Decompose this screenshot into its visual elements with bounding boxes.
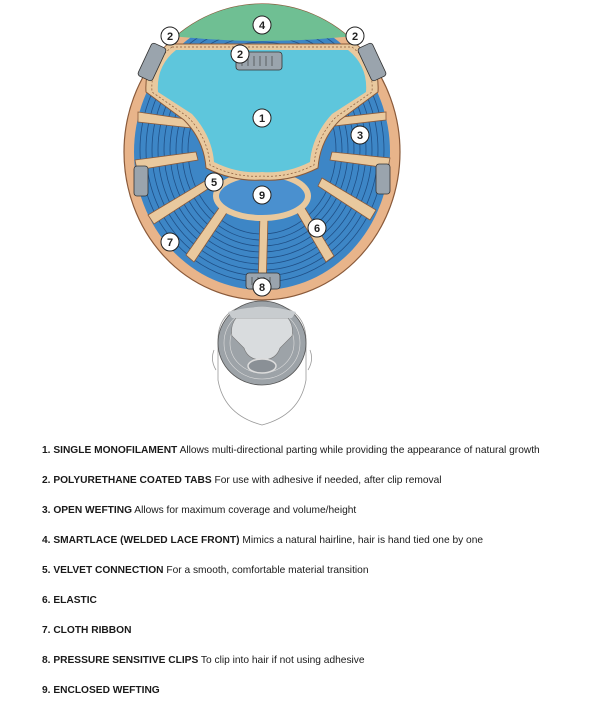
- marker-9: [253, 186, 271, 204]
- legend-desc: Allows for maximum coverage and volume/height: [134, 505, 357, 516]
- marker-8: [253, 278, 271, 296]
- legend-term: 1. SINGLE MONOFILAMENT: [42, 445, 178, 456]
- svg-text:3: 3: [356, 130, 364, 142]
- legend-term: 2. POLYURETHANE COATED TABS: [42, 475, 212, 486]
- legend-item: [42, 444, 587, 474]
- marker-2-right: [346, 27, 364, 45]
- svg-text:2: 2: [236, 49, 244, 61]
- legend-term: 9. ENCLOSED WEFTING: [42, 685, 160, 696]
- legend-term: 7. CLOTH RIBBON: [42, 625, 132, 636]
- legend-desc: To clip into hair if not using adhesive: [200, 655, 365, 666]
- legend-item: [42, 624, 587, 654]
- legend-desc: Mimics a natural hairline, hair is hand tied one by one: [242, 535, 484, 546]
- legend-desc: For use with adhesive if needed, after clip removal: [214, 475, 442, 486]
- marker-5: [205, 173, 223, 191]
- legend-term: 5. VELVET CONNECTION: [42, 565, 164, 576]
- svg-text:5: 5: [210, 177, 218, 189]
- svg-text:1: 1: [258, 113, 266, 125]
- legend-list: [42, 444, 587, 714]
- legend-term: 8. PRESSURE SENSITIVE CLIPS: [42, 655, 199, 666]
- svg-text:7: 7: [166, 237, 174, 249]
- svg-text:2: 2: [351, 31, 359, 43]
- legend-item: [42, 684, 587, 714]
- marker-2-left: [161, 27, 179, 45]
- legend-item: [42, 594, 587, 624]
- marker-6: [308, 219, 326, 237]
- marker-2-center: [231, 45, 249, 63]
- svg-text:4: 4: [258, 20, 266, 32]
- svg-text:6: 6: [313, 223, 321, 235]
- marker-1: [253, 109, 271, 127]
- marker-4: [253, 16, 271, 34]
- legend-item: [42, 474, 587, 504]
- head-illustration: [212, 301, 311, 425]
- legend-desc: For a smooth, comfortable material transition: [166, 565, 369, 576]
- legend-term: 6. ELASTIC: [42, 595, 97, 606]
- legend-desc: Allows multi-directional parting while providing the appearance of natural growth: [179, 445, 540, 456]
- marker-3: [351, 126, 369, 144]
- legend-item: [42, 534, 587, 564]
- svg-text:2: 2: [166, 31, 174, 43]
- legend-term: 4. SMARTLACE (WELDED LACE FRONT): [42, 535, 240, 546]
- svg-text:9: 9: [258, 190, 266, 202]
- legend-item: [42, 564, 587, 594]
- legend-item: [42, 654, 587, 684]
- legend-term: 3. OPEN WEFTING: [42, 505, 132, 516]
- legend-item: [42, 504, 587, 534]
- marker-7: [161, 233, 179, 251]
- svg-text:8: 8: [258, 282, 266, 294]
